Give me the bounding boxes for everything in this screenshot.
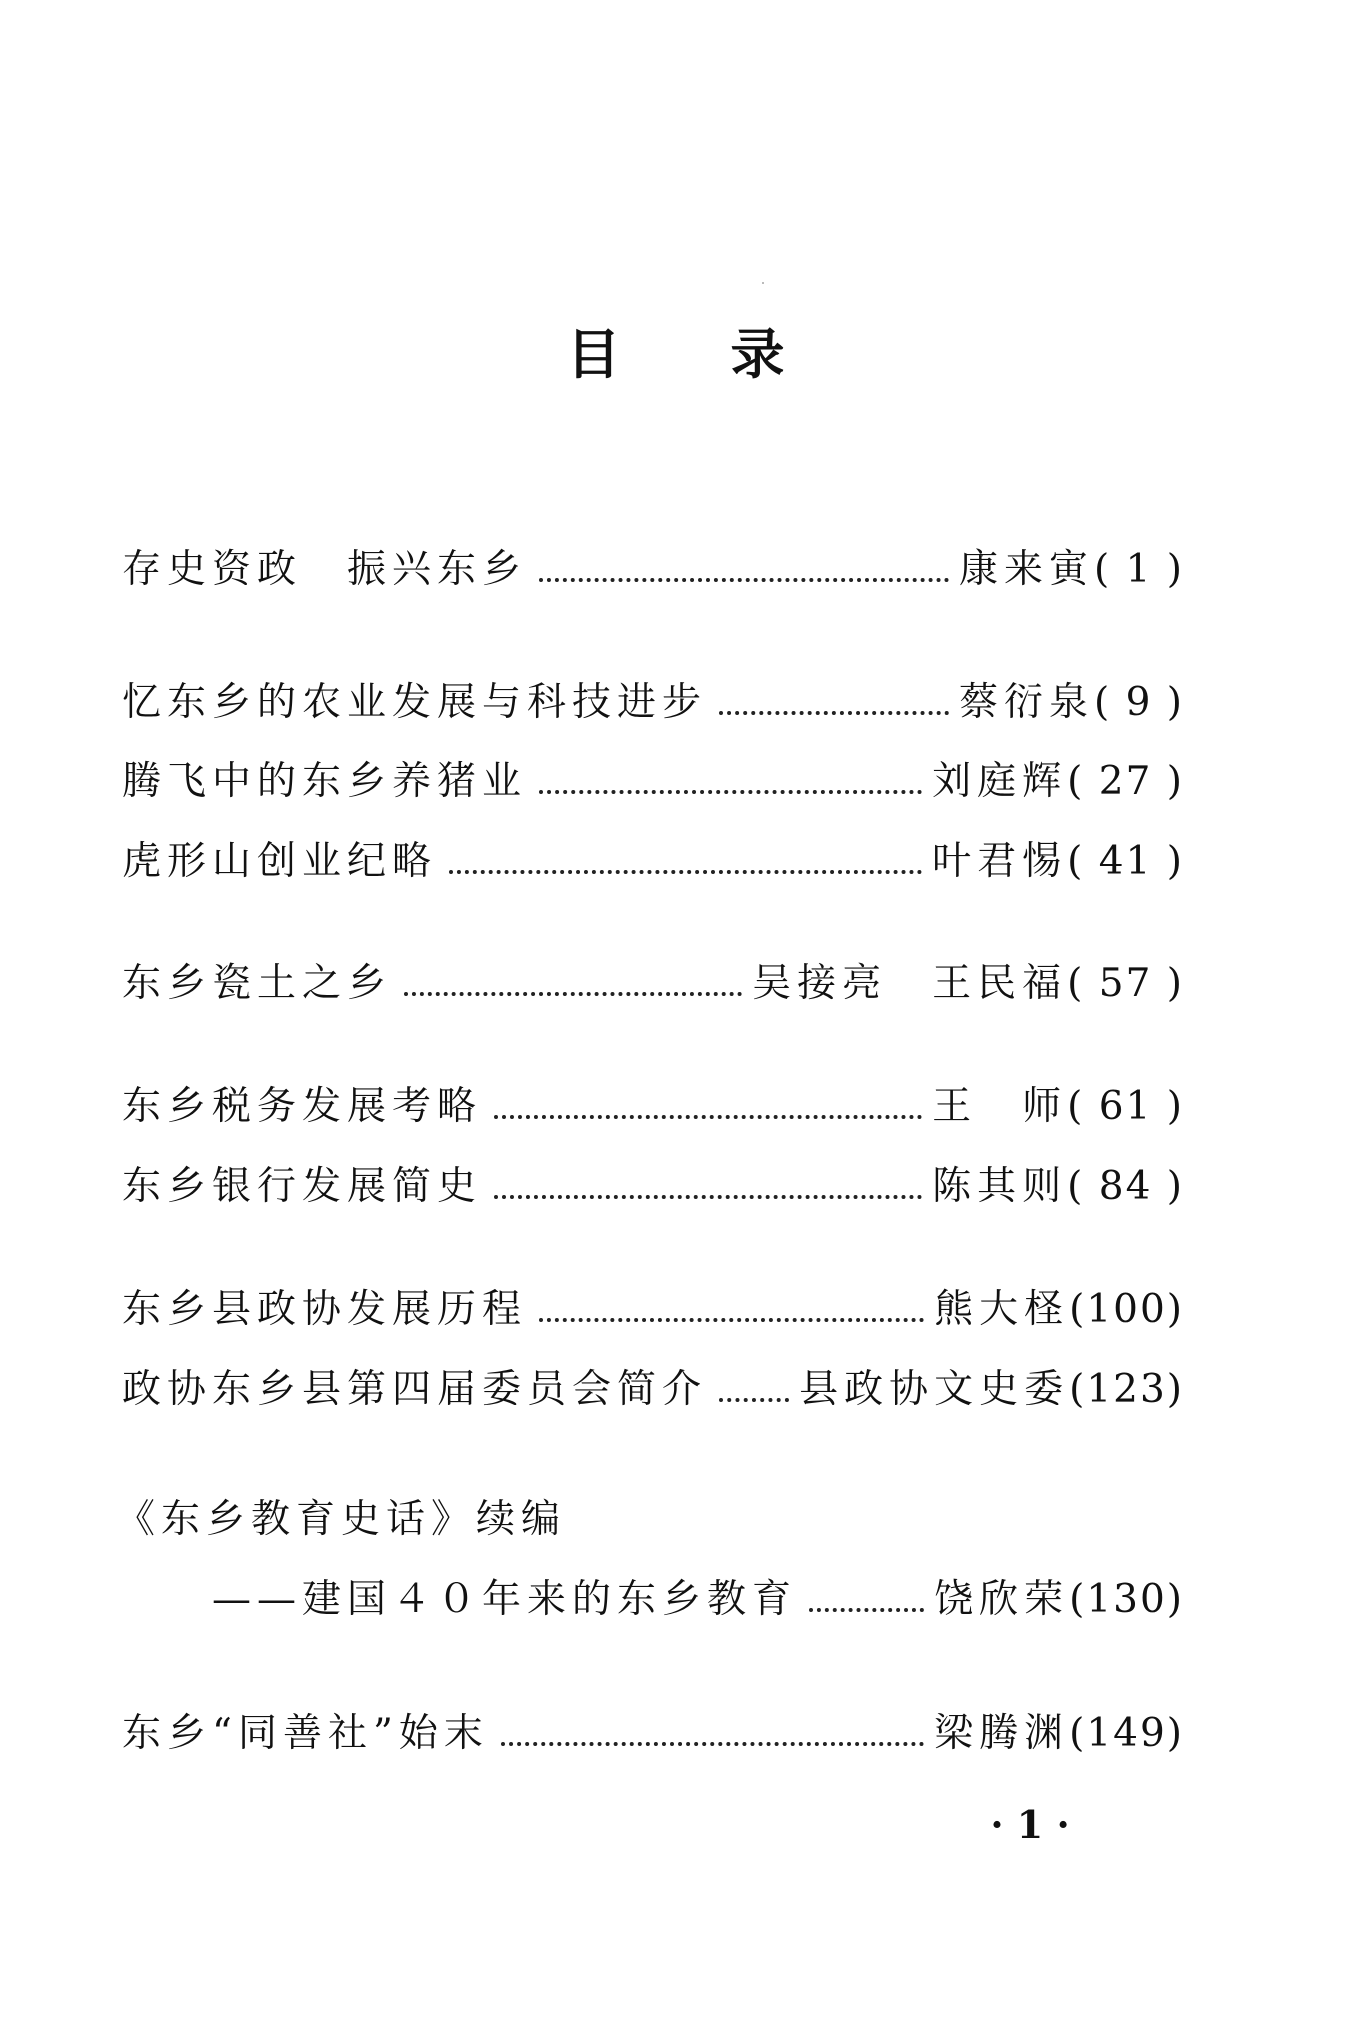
- entry-author: 刘庭辉: [932, 759, 1068, 804]
- toc-entry-1[interactable]: [122, 540, 1184, 600]
- dot-leader: [501, 1742, 924, 1746]
- dot-leader: [494, 1115, 922, 1119]
- entry-page: ( 41 ): [1067, 839, 1184, 884]
- entry-page: ( 27 ): [1067, 759, 1184, 804]
- entry-author: 陈其则: [932, 1164, 1068, 1209]
- entry-author: 熊大柽: [934, 1287, 1070, 1332]
- entry-title: 东乡县政协发展历程: [122, 1287, 528, 1332]
- dot-leader: [539, 578, 949, 582]
- dot-leader: [539, 1318, 924, 1322]
- entry-title: 东乡税务发展考略: [122, 1084, 483, 1129]
- entry-page: ( 61 ): [1067, 1084, 1184, 1129]
- entry-title: 腾飞中的东乡养猪业: [122, 759, 528, 804]
- dot-leader: [809, 1608, 924, 1612]
- toc-entry-2[interactable]: [122, 673, 1184, 733]
- toc-entry-8[interactable]: [122, 1280, 1184, 1340]
- entry-title: 忆东乡的农业发展与科技进步: [122, 680, 708, 725]
- entry-author: 康来寅: [958, 547, 1094, 592]
- toc-entry-10[interactable]: [212, 1570, 1184, 1630]
- toc-entry-11[interactable]: [122, 1704, 1184, 1764]
- entry-title: ——建国４０年来的东乡教育: [212, 1577, 798, 1622]
- entry-page: ( 84 ): [1067, 1164, 1184, 1209]
- dot-leader: [449, 870, 922, 874]
- toc-entry-3[interactable]: [122, 752, 1184, 812]
- entry-author: 梁腾渊: [934, 1711, 1070, 1756]
- entry-title: 存史资政 振兴东乡: [122, 547, 528, 592]
- entry-page: ( 57 ): [1067, 961, 1184, 1006]
- entry-author: 蔡衍泉: [958, 680, 1094, 725]
- toc-entry-7[interactable]: [122, 1157, 1184, 1217]
- entry-author: 吴接亮 王民福: [752, 961, 1068, 1006]
- dot-leader: [404, 992, 742, 996]
- entry-page: (130): [1069, 1577, 1184, 1622]
- entry-page: ( 9 ): [1093, 680, 1184, 725]
- entry-author: 叶君惕: [932, 839, 1068, 884]
- entry-page: (100): [1069, 1287, 1184, 1332]
- entry-page: (149): [1069, 1711, 1184, 1756]
- dot-leader: [719, 711, 949, 715]
- entry-title: 虎形山创业纪略: [122, 839, 438, 884]
- toc-entry-5[interactable]: [122, 954, 1184, 1014]
- dot-leader: [719, 1398, 789, 1402]
- toc-entry-6[interactable]: [122, 1077, 1184, 1137]
- entry-title: 东乡瓷土之乡: [122, 961, 393, 1006]
- entry-page: ( 1 ): [1093, 547, 1184, 592]
- entry-author: 县政协文史委: [799, 1367, 1070, 1412]
- dot-leader: [539, 790, 922, 794]
- page-number: · 1 ·: [990, 1802, 1070, 1847]
- toc-entry-4[interactable]: [122, 832, 1184, 892]
- toc-entry-9[interactable]: [122, 1360, 1184, 1420]
- entry-title: 政协东乡县第四届委员会简介: [122, 1367, 708, 1412]
- dot-leader: [494, 1195, 922, 1199]
- entry-author: 饶欣荣: [934, 1577, 1070, 1622]
- entry-title: 东乡“同善社”始末: [122, 1711, 489, 1756]
- entry-title: 东乡银行发展简史: [122, 1164, 483, 1209]
- entry-author: 王 师: [932, 1084, 1068, 1129]
- section-heading: 《东乡教育史话》续编: [116, 1497, 567, 1542]
- page-title: 目录: [566, 323, 895, 386]
- entry-page: (123): [1069, 1367, 1184, 1412]
